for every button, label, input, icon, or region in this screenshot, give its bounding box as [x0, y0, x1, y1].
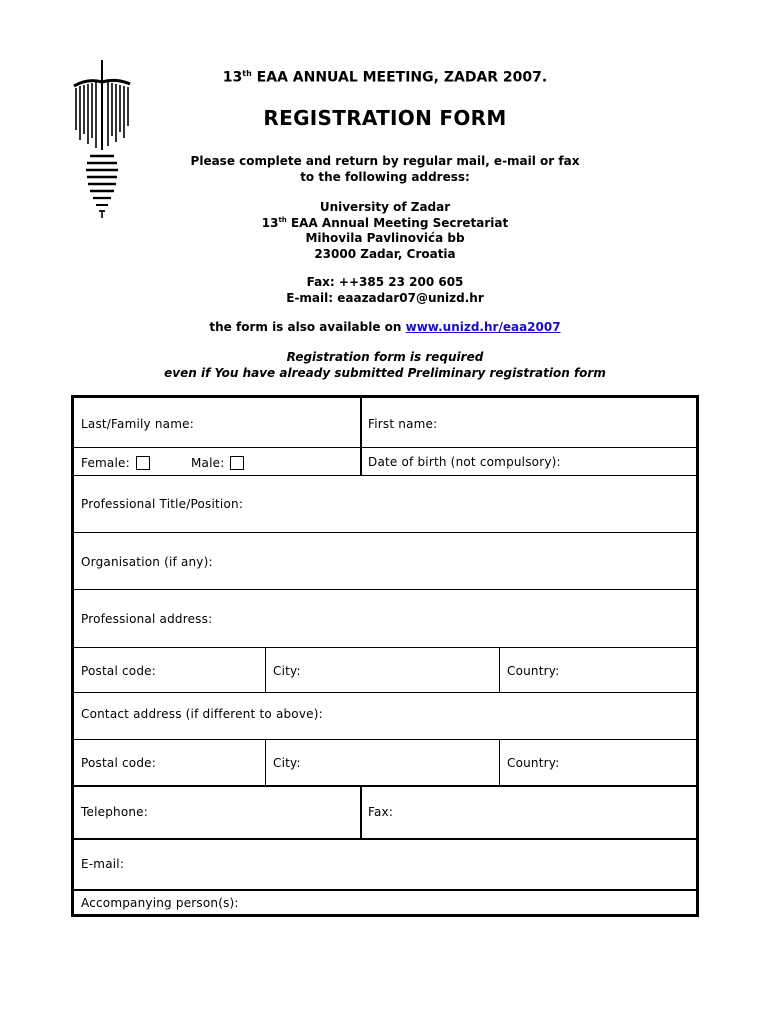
professional-title-field[interactable]: Professional Title/Position: [73, 475, 697, 533]
organisation-field[interactable]: Organisation (if any): [73, 532, 697, 590]
city-field[interactable]: City: [265, 647, 500, 693]
postal-code-field-2[interactable]: Postal code: [73, 739, 266, 786]
accompanying-field[interactable]: Accompanying person(s): [73, 889, 697, 915]
gender-row: Female: Male: [73, 447, 362, 476]
instructions: Please complete and return by regular mail, e-mail or fax to the following address: [190, 154, 580, 184]
city-field-2[interactable]: City: [265, 739, 500, 786]
country-field-2[interactable]: Country: [499, 739, 697, 786]
female-checkbox[interactable] [136, 456, 150, 470]
telephone-field[interactable]: Telephone: [73, 785, 362, 839]
website-link[interactable]: www.unizd.hr/eaa2007 [405, 320, 561, 334]
last-name-field[interactable]: Last/Family name: [73, 397, 362, 448]
email-field[interactable]: E-mail: [73, 838, 697, 890]
contact-address-field[interactable]: Contact address (if different to above): [73, 692, 697, 740]
fax-field[interactable]: Fax: [360, 785, 697, 839]
registration-form [71, 395, 699, 917]
fax-number: Fax: ++385 23 200 605 [306, 275, 464, 289]
availability-note: the form is also available on www.unizd.hr/eaa2007 [209, 320, 561, 334]
first-name-field[interactable]: First name: [360, 397, 697, 448]
postal-address: University of Zadar 13th EAA Annual Meeting Secretariat Mihovila Pavlinovića bb 23000 Zadar, Croatia [261, 200, 509, 261]
requirement-note: Registration form is required even if You have already submitted Preliminary registration form [164, 350, 606, 380]
country-field[interactable]: Country: [499, 647, 697, 693]
male-checkbox[interactable] [230, 456, 244, 470]
email-address: E-mail: eaazadar07@unizd.hr [286, 290, 484, 305]
professional-address-field[interactable]: Professional address: [73, 589, 697, 648]
meeting-heading: 13th EAA ANNUAL MEETING, ZADAR 2007. [222, 69, 548, 86]
postal-code-field[interactable]: Postal code: [73, 647, 266, 693]
contact-info [0, 275, 770, 306]
page-title: REGISTRATION FORM [263, 106, 507, 130]
dob-field[interactable]: Date of birth (not compulsory): [360, 447, 697, 476]
